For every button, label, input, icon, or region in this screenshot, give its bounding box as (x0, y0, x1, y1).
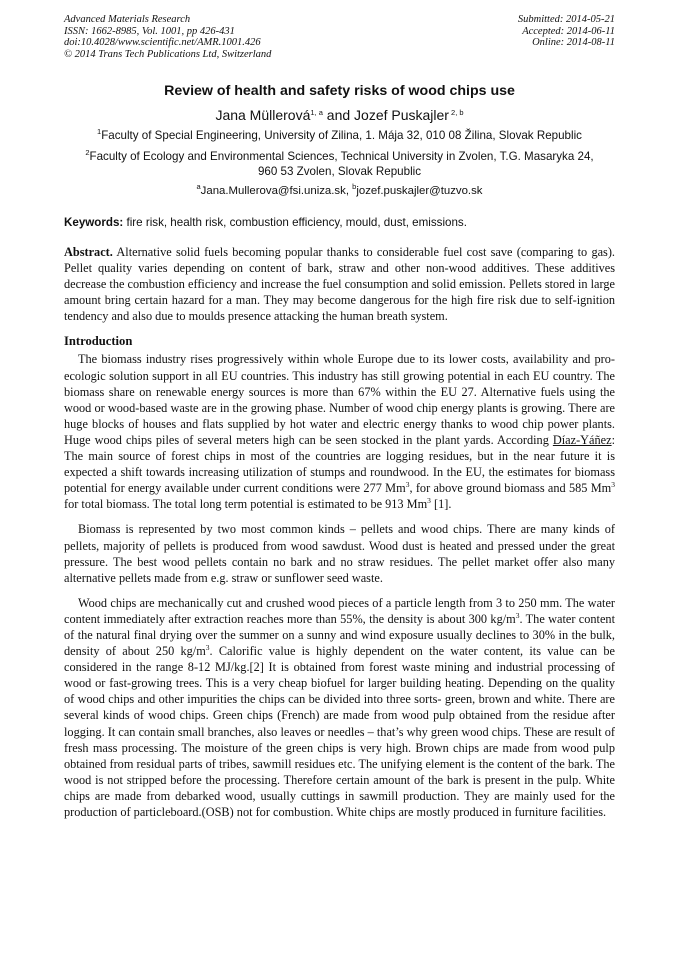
keywords-label: Keywords: (64, 216, 124, 229)
superscript-3: 3 (611, 480, 615, 490)
submission-dates (518, 14, 615, 49)
superscript-3: 3 (205, 643, 210, 653)
affiliation-2 (64, 149, 615, 179)
intro-paragraph-1 (64, 351, 615, 512)
section-heading-introduction: Introduction (64, 334, 133, 349)
abstract-text: Alternative solid fuels becoming popular thanks to considerable fuel cost save (comparing to gas). Pellet quality varies depending on content of bark, straw and other non-wood additives. These additives decrease the combustion efficiency and increase the fuel consumption and solid emission. Pellets stored in large amount bring certain hazard for a man. They may become dangerous for the high fire risk due to self-ignition tendency and also due to moulds presence attacking the human breath system. (64, 245, 615, 324)
keywords (64, 216, 615, 229)
email-b-mark: b (352, 182, 357, 191)
author-1-affiliation-mark: 1, a (310, 108, 323, 117)
date-accepted: Accepted: 2014-06-11 (522, 25, 615, 37)
author-emails (64, 182, 615, 197)
intro-p1-text-e: [1]. (430, 497, 452, 512)
abstract-label: Abstract. (64, 245, 113, 259)
affiliation-1-mark: 1 (97, 127, 102, 136)
superscript-3: 3 (405, 480, 410, 490)
affiliation-1-text: Faculty of Special Engineering, University of Zilina, 1. Mája 32, 010 08 Žilina, Slovak Republic (101, 129, 582, 142)
affiliation-2-line-2: 960 53 Zvolen, Slovak Republic (257, 165, 422, 178)
email-a-mark: a (196, 182, 201, 191)
email-b: jozef.puskajler@tuzvo.sk (356, 185, 483, 197)
journal-issn: ISSN: 1662-8985, Vol. 1001, pp 426-431 (64, 25, 235, 37)
superscript-3: 3 (427, 496, 431, 506)
paper-title: Review of health and safety risks of wood chips use (164, 83, 515, 99)
intro-paragraph-3 (64, 595, 615, 820)
journal-name: Advanced Materials Research (64, 14, 191, 25)
intro-p3-text-c: . Calorific value is highly dependent on the water content, its value can be considered in the range 8-12 MJ/kg.[2] It is obtained from forest waste mining and industrial processing of wood or fast-growing trees. This is a very cheap biofuel for larger building heating. Depending on the quality of wood chips and other impurities the chips can be divided into three sorts- green, brown and white. There are several kinds of wood chips. Green chips (French) are made from wood pulp obtained from the residue after logging. It can contain small branches, also leaves or needles – that’s why green wood chips. These are result of fresh mass processing. The moisture of the green chips is very high. Brown chips are made from wood pulp obtained from residual parts of tribes, sawmill residues etc. The unifying element is the content of the bark. The wood is not stripped before the processing. Therefore certain amount of the bark is present in the pulp. White chips are made from debarked wood, usually cuttings in sawmill production. They are mainly used for the production of particleboard.(OSB) not for combustion. White chips are mostly produced in furniture facilities. (64, 644, 615, 819)
affiliation-2-line-1: Faculty of Ecology and Environmental Sciences, Technical University in Zvolen, T.G. Masaryka 24, (89, 150, 594, 163)
date-submitted: Submitted: 2014-05-21 (517, 14, 615, 25)
paper-page (64, 14, 615, 829)
author-2: Jozef Puskajler (354, 107, 449, 123)
email-a: Jana.Mullerova@fsi.uniza.sk, (200, 185, 353, 197)
date-online: Online: 2014-08-11 (532, 37, 615, 48)
journal-doi: doi:10.4028/www.scientific.net/AMR.1001.426 (64, 37, 261, 48)
author-line (64, 107, 615, 123)
author-separator: and (322, 107, 355, 123)
intro-p3-text-b: . The water content of the natural final drying over the summer on a sunny and wind exposure usually declines to 30% in the bulk, density of about 250 kg/m (64, 611, 615, 659)
journal-copyright: © 2014 Trans Tech Publications Ltd, Switzerland (64, 48, 272, 60)
affiliation-2-mark: 2 (85, 148, 90, 157)
intro-p1-text-a: The biomass industry rises progressively within whole Europe due to its lower costs, availability and pro-ecologic solution support in all EU countries. This industry has still growing potential in each EU country. The biomass share on renewable energy sources is more than 67% within the EU 27. Alternative fuels using the wood or wood-based waste are in the growing phase. Number of wood chip energy plants is growing. There are huge blocks of houses and flats supplied by hot water and electric energy thanks to wood chip power plants. Huge wood chips piles of several meters high can be seen stocked in the plant yards. According (64, 352, 615, 447)
intro-paragraph-2: Biomass is represented by two most common kinds – pellets and wood chips. There are many kinds of pellets, majority of pellets is produced from wood sawdust. Wood dust is heated and pressed under the great pressure. The best wood pellets contain no bark and no straw residues. The pellet market offer also many alternative pellets made from e.g. straw or sunflower seed waste. (64, 522, 615, 585)
intro-p1-text-c: , for above ground biomass and 585 Mm (409, 481, 612, 496)
journal-info (64, 14, 271, 60)
keywords-text: fire risk, health risk, combustion efficiency, mould, dust, emissions. (123, 216, 467, 229)
intro-p1-text-d: for total biomass. The total long term potential is estimated to be 913 Mm (64, 497, 428, 512)
affiliation-1 (64, 128, 615, 143)
intro-p1-text-b: : The main source of forest chips in most of the countries are logging residues, but in the near future it is expected a shift towards increasing utilization of stumps and roundwood. In the EU, the estimates for biomass potential for energy available under current conditions were 277 Mm (64, 432, 615, 496)
author-2-affiliation-mark: 2, b (448, 108, 464, 117)
abstract (64, 244, 615, 324)
author-1: Jana Müllerová (215, 107, 311, 123)
intro-p3-text-a: Wood chips are mechanically cut and crushed wood pieces of a particle length from 3 to 250 mm. The water content immediately after extraction reaches more than 55%, the density is about 300 kg/m (64, 595, 615, 626)
journal-header (64, 14, 615, 66)
superscript-3: 3 (515, 610, 520, 620)
citation-link-diaz-yanez[interactable]: Díaz-Yáñez (552, 432, 612, 447)
